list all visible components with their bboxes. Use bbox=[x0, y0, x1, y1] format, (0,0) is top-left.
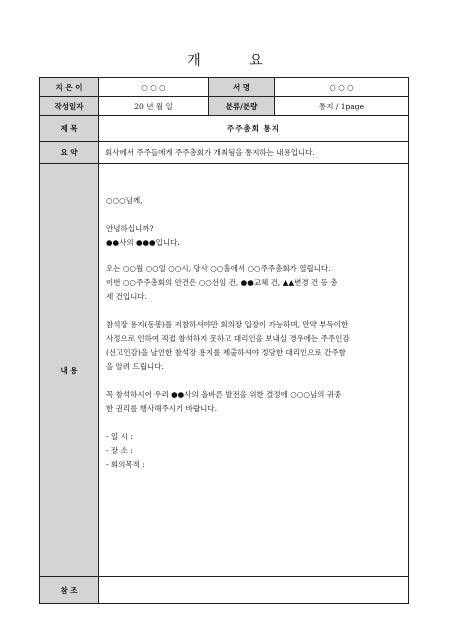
para1-line1: 오는 ○○월 ○○일 ○○시, 당사 ○○홀에서 ○○주주총회가 열립니다. bbox=[106, 264, 331, 273]
value-summary[interactable]: 회사에서 주주들에게 주주총회가 개최됨을 통지하는 내용입니다. bbox=[99, 142, 409, 164]
row-content bbox=[40, 164, 409, 577]
page-title: 개 요 bbox=[187, 53, 285, 69]
para2-line3: (신고인감)을 날인한 참석장 용지를 제출하셔야 정당한 대리인으로 간주함 bbox=[106, 348, 346, 357]
para2-line1: 참석장 용지(동봉)를 지참하셔야만 회의장 입장이 가능하며, 만약 부득이한 bbox=[106, 320, 349, 329]
intro-line: ●●사의 ●●●입니다. bbox=[106, 238, 180, 247]
label-signature: 서 명 bbox=[209, 78, 275, 97]
row-submitter bbox=[40, 78, 409, 97]
greeting-line: ○○○님께, bbox=[106, 196, 143, 205]
para1-line3: 세 건입니다. bbox=[106, 292, 147, 301]
para1-line2: 이번 ○○주주총회의 안건은 ○○선임 건, ●●교체 건, ▲▲변경 건 등 총 bbox=[106, 278, 338, 287]
para2-line2: 사정으로 인하여 직접 참석하지 못하고 대리인을 보내실 경우에는 주주인감 bbox=[106, 334, 350, 343]
label-date: 작성일자 bbox=[40, 97, 99, 116]
content-body[interactable] bbox=[99, 164, 409, 577]
value-subject[interactable]: 주주총회 통지 bbox=[99, 116, 409, 142]
label-content: 내 용 bbox=[40, 164, 99, 577]
row-date bbox=[40, 97, 409, 116]
item-time: - 일 시 : bbox=[106, 432, 133, 441]
label-subject: 제 목 bbox=[40, 116, 99, 142]
row-subject bbox=[40, 116, 409, 142]
value-submitter[interactable]: ○ ○ ○ bbox=[99, 78, 209, 97]
label-reference: 참 조 bbox=[40, 577, 99, 604]
row-summary bbox=[40, 142, 409, 164]
para2-line4: 을 알려 드립니다. bbox=[106, 362, 164, 371]
overview-form bbox=[39, 77, 409, 604]
para3-line2: 한 권리를 행사해주시기 바랍니다. bbox=[106, 404, 217, 413]
value-date[interactable]: 20 년 월 일 bbox=[99, 97, 209, 116]
label-submitter: 지 은 이 bbox=[40, 78, 99, 97]
value-reference[interactable] bbox=[99, 577, 409, 604]
row-reference bbox=[40, 577, 409, 604]
item-purpose: - 회의목적 : bbox=[106, 460, 145, 469]
value-signature[interactable]: ○ ○ ○ bbox=[275, 78, 409, 97]
value-category[interactable]: 통지 / 1page bbox=[275, 97, 409, 116]
para3-line1: 꼭 참석하시어 우리 ●●사의 올바른 발전을 위한 결정에 ○○○님의 귀중 bbox=[106, 390, 342, 399]
item-place: - 장 소 : bbox=[106, 446, 133, 455]
label-summary: 요 약 bbox=[40, 142, 99, 164]
hello-line: 안녕하십니까? bbox=[106, 224, 154, 233]
label-category: 분류/분량 bbox=[209, 97, 275, 116]
